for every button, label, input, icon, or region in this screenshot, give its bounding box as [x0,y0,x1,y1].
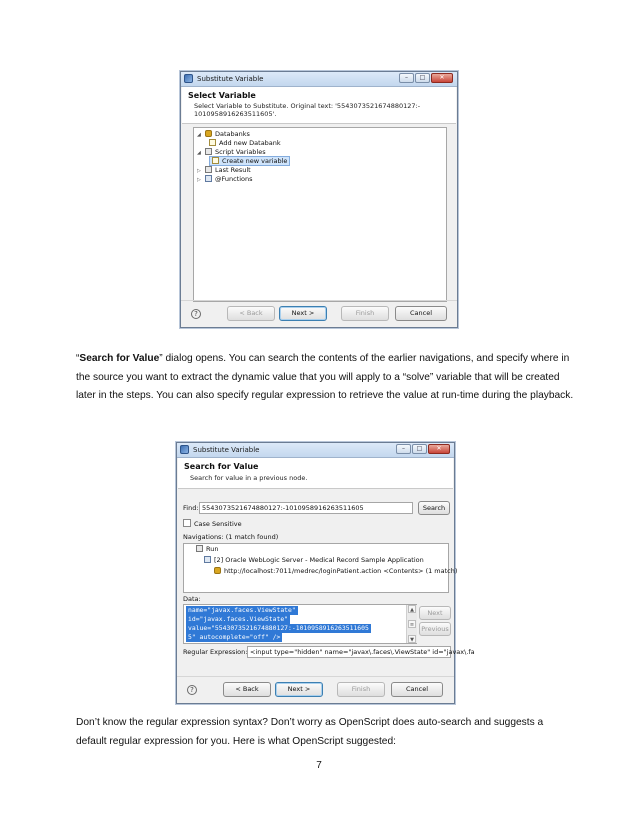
regex-input[interactable]: <input type="hidden" name="javax\.faces\.ViewState" id="javax\.fa [247,646,451,658]
regex-label: Regular Expression: [183,648,248,656]
bold-term: Search for Value [79,353,160,364]
data-scrollbar[interactable] [406,605,417,643]
tree-item-label: @Functions [215,175,253,183]
maximize-icon: □ [416,445,423,452]
app-icon [180,445,189,454]
wizard-buttons [181,300,457,327]
page-number: 7 [316,760,322,771]
header-title: Search for Value [184,462,259,471]
tree-item-label: Databanks [215,130,250,138]
nav-item-label: [2] Oracle WebLogic Server - Medical Record Sample Application [214,556,424,564]
minimize-icon: – [405,74,408,81]
nav-item-page[interactable] [204,556,424,565]
header-description [194,102,420,118]
minimize-button[interactable] [399,73,414,83]
nav-item-label: Run [206,545,219,553]
scroll-thumb[interactable]: ≡ [409,622,415,628]
scroll-down-icon[interactable]: ▼ [408,635,416,643]
close-icon: ✕ [436,445,442,452]
description-line-2: 1010958916263511605'. [194,110,277,118]
page-icon [204,556,211,563]
databank-icon [205,130,212,137]
app-icon [184,74,193,83]
run-icon [196,545,203,552]
paragraph-regex-note: Don’t know the regular expression syntax? Don’t worry as OpenScript does auto-search and suggests a default regular expression for you. Here is what OpenScript suggested: [76,717,544,747]
case-sensitive-checkbox[interactable] [183,519,191,527]
quote-open: “ [76,353,80,364]
result-icon [205,166,212,173]
header-description: Search for value in a previous node. [190,474,308,482]
paragraph-search-for-value [76,350,576,406]
next-button[interactable]: Next > [279,306,327,321]
data-line: value="5543073521674880127:-1010958916263511605 [188,624,369,632]
tree-item-add-new-databank[interactable] [209,139,281,148]
nav-item-url[interactable] [214,567,457,576]
paragraph-text: ” dialog opens. You can search the contents of the earlier navigations, and specify where in the source you want to extract the dynamic value that you will apply to a “solve” variable that will be created later in the steps. You can also specify regular expression to retrieve the value at run-time during the playback. [76,353,574,401]
search-button[interactable]: Search [418,501,450,515]
add-icon [209,139,216,146]
header-title: Select Variable [188,91,256,100]
maximize-button[interactable] [412,444,427,454]
expander-icon[interactable]: ◢ [197,150,201,156]
next-match-button[interactable]: Next [419,606,451,620]
close-button[interactable] [431,73,453,83]
cancel-button[interactable]: Cancel [395,306,447,321]
dialog-titlebar [177,443,454,458]
data-label: Data: [183,595,201,603]
data-line: name="javax.faces.ViewState" [188,606,296,614]
tree-item-label: Add new Databank [219,139,281,147]
url-icon [214,567,221,574]
maximize-button[interactable] [415,73,430,83]
minimize-icon: – [402,445,405,452]
close-button[interactable] [428,444,450,454]
find-input[interactable]: 5543073521674880127:-1010958916263511605 [199,502,413,514]
maximize-icon: □ [419,74,426,81]
help-icon[interactable]: ? [187,685,197,695]
back-button[interactable]: < Back [227,306,275,321]
previous-match-button[interactable]: Previous [419,622,451,636]
search-for-value-dialog [176,442,475,704]
tree-item-create-new-variable[interactable] [209,157,290,166]
variables-icon [205,148,212,155]
dialog-titlebar [181,72,457,87]
tree-item-last-result[interactable] [197,166,251,175]
help-icon[interactable]: ? [191,309,201,319]
data-textarea[interactable] [183,604,417,644]
case-sensitive-label: Case Sensitive [194,520,242,528]
dialog-header [178,458,453,489]
tree-item-label: Last Result [215,166,251,174]
wizard-buttons [177,676,454,703]
tree-item-databanks[interactable] [197,130,250,139]
find-label: Find: [183,504,199,512]
back-button[interactable]: < Back [223,682,271,697]
select-variable-dialog [180,71,458,328]
scroll-up-icon[interactable]: ▲ [408,605,416,613]
tree-item-label: Script Variables [215,148,266,156]
functions-icon [205,175,212,182]
next-button[interactable]: Next > [275,682,323,697]
close-icon: ✕ [439,74,445,81]
expander-icon[interactable]: ◢ [197,132,201,138]
nav-item-label: http://localhost:7011/medrec/loginPatient.action <Contents> (1 match) [224,567,458,575]
variable-tree[interactable] [193,127,447,302]
navigations-label: Navigations: (1 match found) [183,533,279,541]
new-variable-icon [212,157,219,164]
expander-icon[interactable]: ▷ [197,177,201,183]
finish-button[interactable]: Finish [341,306,389,321]
dialog-header [182,87,456,124]
minimize-button[interactable] [396,444,411,454]
window-title: Substitute Variable [197,75,264,83]
tree-item-functions[interactable] [197,175,253,184]
expander-icon[interactable]: ▷ [197,168,201,174]
data-line: id="javax.faces.ViewState" [188,615,289,623]
nav-item-run[interactable] [196,545,218,554]
navigations-tree[interactable] [183,543,458,593]
description-line-1: Select Variable to Substitute. Original text: '5543073521674880127:- [194,102,421,110]
finish-button[interactable]: Finish [337,682,385,697]
data-line: 5" autocomplete="off" /> [188,633,281,641]
window-title: Substitute Variable [193,446,260,454]
cancel-button[interactable]: Cancel [391,682,443,697]
tree-item-label: Create new variable [222,157,288,165]
